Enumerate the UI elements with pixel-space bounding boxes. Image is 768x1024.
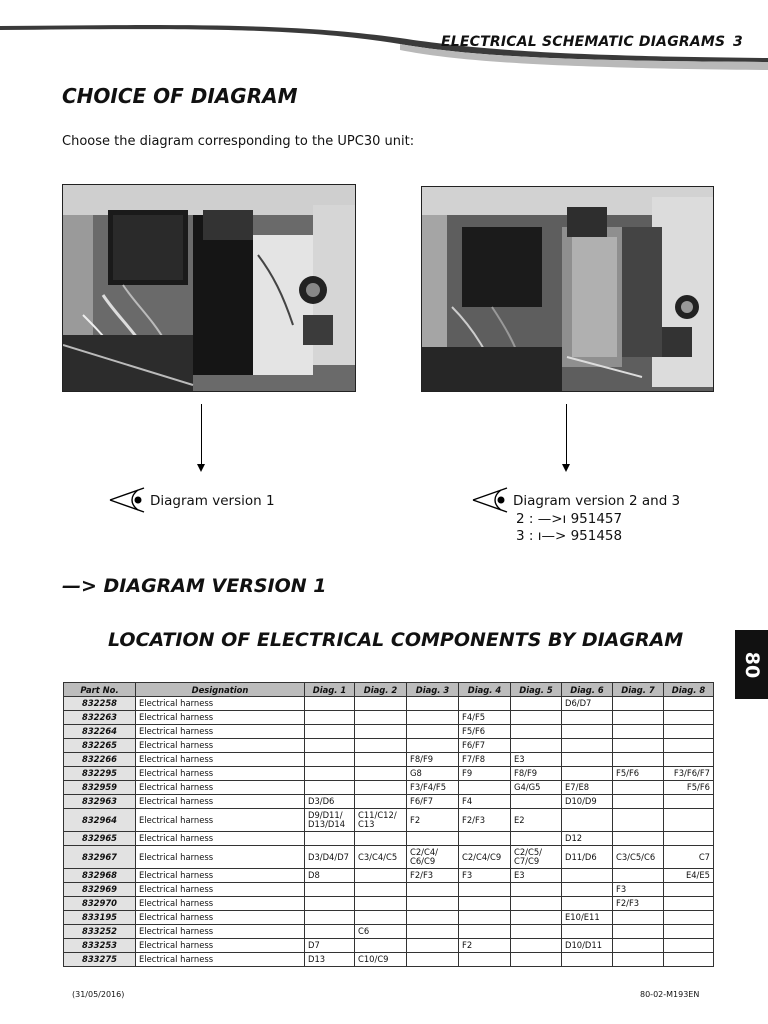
diagram-cell: F3 bbox=[459, 869, 511, 883]
diagram-cell bbox=[562, 869, 613, 883]
diagram-cell bbox=[613, 697, 664, 711]
part-number-cell: 833195 bbox=[64, 911, 136, 925]
diagram-cell bbox=[511, 883, 562, 897]
caption-version-3-part: 3 : ı—> 951458 bbox=[516, 528, 623, 544]
diagram-cell bbox=[613, 869, 664, 883]
arrow-left-shaft bbox=[201, 404, 202, 466]
diagram-cell bbox=[305, 897, 355, 911]
diagram-cell bbox=[613, 725, 664, 739]
diagram-cell bbox=[562, 711, 613, 725]
part-number-cell: 832258 bbox=[64, 697, 136, 711]
table-row bbox=[64, 753, 714, 767]
diagram-cell: D9/D11/ D13/D14 bbox=[305, 809, 355, 832]
diagram-cell bbox=[305, 739, 355, 753]
diagram-cell: F5/F6 bbox=[459, 725, 511, 739]
diagram-cell bbox=[459, 897, 511, 911]
table-row bbox=[64, 939, 714, 953]
column-header: Designation bbox=[136, 683, 305, 697]
designation-cell: Electrical harness bbox=[136, 725, 305, 739]
table-row bbox=[64, 739, 714, 753]
diagram-cell bbox=[407, 739, 459, 753]
diagram-cell bbox=[664, 739, 714, 753]
designation-cell: Electrical harness bbox=[136, 911, 305, 925]
diagram-cell: E3 bbox=[511, 753, 562, 767]
section-title: CHOICE OF DIAGRAM bbox=[62, 84, 298, 108]
diagram-cell bbox=[355, 883, 407, 897]
diagram-cell bbox=[562, 953, 613, 967]
diagram-cell bbox=[664, 711, 714, 725]
diagram-cell: F4 bbox=[459, 795, 511, 809]
diagram-cell bbox=[613, 911, 664, 925]
diagram-cell bbox=[562, 809, 613, 832]
eye-icon bbox=[108, 486, 146, 514]
diagram-cell: F5/F6 bbox=[613, 767, 664, 781]
part-number-cell: 832969 bbox=[64, 883, 136, 897]
chapter-tab-label: 80 bbox=[740, 651, 763, 678]
diagram-cell: F7/F8 bbox=[459, 753, 511, 767]
part-number-cell: 832264 bbox=[64, 725, 136, 739]
diagram-cell: D6/D7 bbox=[562, 697, 613, 711]
diagram-cell: F4/F5 bbox=[459, 711, 511, 725]
table-row bbox=[64, 767, 714, 781]
table-row bbox=[64, 711, 714, 725]
arrow-left-head bbox=[197, 464, 205, 472]
table-row bbox=[64, 869, 714, 883]
part-number-cell: 832263 bbox=[64, 711, 136, 725]
diagram-cell bbox=[664, 939, 714, 953]
version-title: —> DIAGRAM VERSION 1 bbox=[62, 575, 327, 597]
diagram-cell: C11/C12/ C13 bbox=[355, 809, 407, 832]
part-number-cell: 832967 bbox=[64, 846, 136, 869]
diagram-cell bbox=[305, 832, 355, 846]
diagram-cell bbox=[613, 832, 664, 846]
designation-cell: Electrical harness bbox=[136, 953, 305, 967]
diagram-cell bbox=[511, 711, 562, 725]
diagram-cell bbox=[562, 767, 613, 781]
location-title: LOCATION OF ELECTRICAL COMPONENTS BY DIAGRAM bbox=[108, 629, 684, 651]
diagram-cell: F3/F6/F7 bbox=[664, 767, 714, 781]
diagram-cell bbox=[664, 809, 714, 832]
diagram-cell bbox=[305, 767, 355, 781]
designation-cell: Electrical harness bbox=[136, 795, 305, 809]
caption-version-2-part: 2 : —>ı 951457 bbox=[516, 511, 623, 527]
diagram-cell: C10/C9 bbox=[355, 953, 407, 967]
part-number-cell: 832959 bbox=[64, 781, 136, 795]
diagram-cell bbox=[664, 697, 714, 711]
designation-cell: Electrical harness bbox=[136, 767, 305, 781]
column-header: Diag. 1 bbox=[305, 683, 355, 697]
column-header: Diag. 3 bbox=[407, 683, 459, 697]
diagram-cell bbox=[305, 911, 355, 925]
diagram-cell bbox=[613, 739, 664, 753]
caption-version-2-3: Diagram version 2 and 3 bbox=[513, 493, 681, 509]
diagram-cell bbox=[355, 725, 407, 739]
diagram-cell: C7 bbox=[664, 846, 714, 869]
column-header: Diag. 7 bbox=[613, 683, 664, 697]
diagram-cell bbox=[355, 711, 407, 725]
table-row bbox=[64, 911, 714, 925]
diagram-cell bbox=[613, 795, 664, 809]
diagram-cell bbox=[355, 739, 407, 753]
diagram-cell bbox=[355, 767, 407, 781]
diagram-cell bbox=[562, 753, 613, 767]
diagram-cell: C3/C5/C6 bbox=[613, 846, 664, 869]
diagram-cell bbox=[305, 883, 355, 897]
header-title: ELECTRICAL SCHEMATIC DIAGRAMS bbox=[441, 34, 726, 50]
arrow-right-shaft bbox=[566, 404, 567, 466]
diagram-cell bbox=[511, 832, 562, 846]
designation-cell: Electrical harness bbox=[136, 697, 305, 711]
part-number-cell: 832266 bbox=[64, 753, 136, 767]
diagram-cell: D13 bbox=[305, 953, 355, 967]
diagram-cell bbox=[355, 832, 407, 846]
diagram-cell bbox=[355, 753, 407, 767]
diagram-cell bbox=[355, 781, 407, 795]
footer-date: (31/05/2016) bbox=[72, 990, 125, 999]
diagram-cell: F2/F3 bbox=[613, 897, 664, 911]
unit-photo-version-2-3 bbox=[421, 186, 714, 392]
diagram-cell: F6/F7 bbox=[459, 739, 511, 753]
diagram-cell: G8 bbox=[407, 767, 459, 781]
designation-cell: Electrical harness bbox=[136, 846, 305, 869]
column-header: Part No. bbox=[64, 683, 136, 697]
diagram-cell: F2 bbox=[459, 939, 511, 953]
diagram-cell: F2 bbox=[407, 809, 459, 832]
table-row bbox=[64, 725, 714, 739]
diagram-cell: F8/F9 bbox=[511, 767, 562, 781]
table-row bbox=[64, 897, 714, 911]
caption-version-1: Diagram version 1 bbox=[150, 493, 275, 509]
diagram-cell bbox=[664, 832, 714, 846]
diagram-cell: C3/C4/C5 bbox=[355, 846, 407, 869]
diagram-cell bbox=[305, 697, 355, 711]
diagram-cell: F2/F3 bbox=[407, 869, 459, 883]
designation-cell: Electrical harness bbox=[136, 869, 305, 883]
diagram-cell bbox=[459, 832, 511, 846]
part-number-cell: 833252 bbox=[64, 925, 136, 939]
diagram-cell: F2/F3 bbox=[459, 809, 511, 832]
designation-cell: Electrical harness bbox=[136, 781, 305, 795]
diagram-cell: D12 bbox=[562, 832, 613, 846]
diagram-cell bbox=[305, 781, 355, 795]
table-row bbox=[64, 953, 714, 967]
diagram-cell: D3/D4/D7 bbox=[305, 846, 355, 869]
part-number-cell: 832964 bbox=[64, 809, 136, 832]
diagram-cell: F5/F6 bbox=[664, 781, 714, 795]
diagram-cell bbox=[459, 697, 511, 711]
diagram-cell: C6 bbox=[355, 925, 407, 939]
page-number: 3 bbox=[733, 34, 743, 50]
diagram-cell bbox=[459, 883, 511, 897]
diagram-cell bbox=[664, 725, 714, 739]
diagram-cell: C2/C5/ C7/C9 bbox=[511, 846, 562, 869]
table-row bbox=[64, 809, 714, 832]
table-row bbox=[64, 846, 714, 869]
footer-code: 80-02-M193EN bbox=[640, 990, 700, 999]
diagram-cell bbox=[459, 911, 511, 925]
components-table bbox=[63, 682, 714, 967]
diagram-cell bbox=[664, 795, 714, 809]
designation-cell: Electrical harness bbox=[136, 809, 305, 832]
diagram-cell: G4/G5 bbox=[511, 781, 562, 795]
diagram-cell bbox=[562, 739, 613, 753]
diagram-cell bbox=[459, 781, 511, 795]
diagram-cell bbox=[355, 795, 407, 809]
part-number-cell: 832265 bbox=[64, 739, 136, 753]
part-number-cell: 832295 bbox=[64, 767, 136, 781]
designation-cell: Electrical harness bbox=[136, 925, 305, 939]
diagram-cell: F6/F7 bbox=[407, 795, 459, 809]
table-row bbox=[64, 925, 714, 939]
part-number-cell: 832963 bbox=[64, 795, 136, 809]
diagram-cell bbox=[355, 911, 407, 925]
designation-cell: Electrical harness bbox=[136, 753, 305, 767]
table-row bbox=[64, 795, 714, 809]
diagram-cell bbox=[355, 939, 407, 953]
diagram-cell: E10/E11 bbox=[562, 911, 613, 925]
diagram-cell bbox=[664, 911, 714, 925]
diagram-cell bbox=[511, 953, 562, 967]
diagram-cell: D8 bbox=[305, 869, 355, 883]
diagram-cell: F3/F4/F5 bbox=[407, 781, 459, 795]
designation-cell: Electrical harness bbox=[136, 939, 305, 953]
diagram-cell bbox=[664, 897, 714, 911]
part-number-cell: 832970 bbox=[64, 897, 136, 911]
diagram-cell: D3/D6 bbox=[305, 795, 355, 809]
diagram-cell bbox=[407, 939, 459, 953]
diagram-cell bbox=[664, 883, 714, 897]
column-header: Diag. 8 bbox=[664, 683, 714, 697]
diagram-cell bbox=[407, 925, 459, 939]
table-row bbox=[64, 781, 714, 795]
column-header: Diag. 4 bbox=[459, 683, 511, 697]
unit-photo-version-1 bbox=[62, 184, 356, 392]
designation-cell: Electrical harness bbox=[136, 883, 305, 897]
part-number-cell: 833275 bbox=[64, 953, 136, 967]
diagram-cell bbox=[511, 795, 562, 809]
diagram-cell bbox=[511, 939, 562, 953]
eye-icon bbox=[471, 486, 509, 514]
diagram-cell: E3 bbox=[511, 869, 562, 883]
diagram-cell bbox=[562, 883, 613, 897]
diagram-cell: D7 bbox=[305, 939, 355, 953]
diagram-cell bbox=[459, 953, 511, 967]
arrow-right-head bbox=[562, 464, 570, 472]
designation-cell: Electrical harness bbox=[136, 832, 305, 846]
diagram-cell: C2/C4/C9 bbox=[459, 846, 511, 869]
diagram-cell bbox=[613, 939, 664, 953]
designation-cell: Electrical harness bbox=[136, 739, 305, 753]
diagram-cell bbox=[664, 953, 714, 967]
chapter-tab bbox=[735, 630, 768, 699]
diagram-cell bbox=[511, 725, 562, 739]
designation-cell: Electrical harness bbox=[136, 897, 305, 911]
diagram-cell bbox=[613, 953, 664, 967]
part-number-cell: 833253 bbox=[64, 939, 136, 953]
intro-text: Choose the diagram corresponding to the UPC30 unit: bbox=[62, 134, 415, 149]
part-number-cell: 832968 bbox=[64, 869, 136, 883]
diagram-cell bbox=[407, 883, 459, 897]
table-row bbox=[64, 832, 714, 846]
table-row bbox=[64, 883, 714, 897]
diagram-cell: E7/E8 bbox=[562, 781, 613, 795]
diagram-cell bbox=[407, 897, 459, 911]
designation-cell: Electrical harness bbox=[136, 711, 305, 725]
diagram-cell bbox=[562, 725, 613, 739]
diagram-cell bbox=[305, 711, 355, 725]
table-row bbox=[64, 697, 714, 711]
diagram-cell bbox=[511, 911, 562, 925]
diagram-cell: D10/D11 bbox=[562, 939, 613, 953]
diagram-cell bbox=[305, 753, 355, 767]
diagram-cell bbox=[407, 697, 459, 711]
diagram-cell bbox=[562, 925, 613, 939]
diagram-cell bbox=[613, 809, 664, 832]
diagram-cell bbox=[613, 711, 664, 725]
diagram-cell bbox=[407, 725, 459, 739]
diagram-cell bbox=[407, 911, 459, 925]
diagram-cell bbox=[613, 753, 664, 767]
diagram-cell bbox=[613, 781, 664, 795]
diagram-cell: F8/F9 bbox=[407, 753, 459, 767]
diagram-cell: C2/C4/ C6/C9 bbox=[407, 846, 459, 869]
diagram-cell bbox=[305, 925, 355, 939]
diagram-cell bbox=[664, 753, 714, 767]
column-header: Diag. 6 bbox=[562, 683, 613, 697]
diagram-cell bbox=[664, 925, 714, 939]
diagram-cell bbox=[562, 897, 613, 911]
diagram-cell bbox=[511, 697, 562, 711]
diagram-cell: E4/E5 bbox=[664, 869, 714, 883]
diagram-cell bbox=[305, 725, 355, 739]
part-number-cell: 832965 bbox=[64, 832, 136, 846]
diagram-cell bbox=[355, 869, 407, 883]
diagram-cell bbox=[407, 832, 459, 846]
diagram-cell bbox=[355, 897, 407, 911]
diagram-cell: F9 bbox=[459, 767, 511, 781]
diagram-cell bbox=[407, 953, 459, 967]
diagram-cell bbox=[459, 925, 511, 939]
diagram-cell bbox=[511, 925, 562, 939]
diagram-cell bbox=[511, 739, 562, 753]
diagram-cell bbox=[407, 711, 459, 725]
column-header: Diag. 2 bbox=[355, 683, 407, 697]
diagram-cell: E2 bbox=[511, 809, 562, 832]
diagram-cell: D10/D9 bbox=[562, 795, 613, 809]
column-header: Diag. 5 bbox=[511, 683, 562, 697]
table-header-row bbox=[64, 683, 714, 697]
diagram-cell: F3 bbox=[613, 883, 664, 897]
diagram-cell bbox=[613, 925, 664, 939]
diagram-cell: D11/D6 bbox=[562, 846, 613, 869]
diagram-cell bbox=[511, 897, 562, 911]
diagram-cell bbox=[355, 697, 407, 711]
